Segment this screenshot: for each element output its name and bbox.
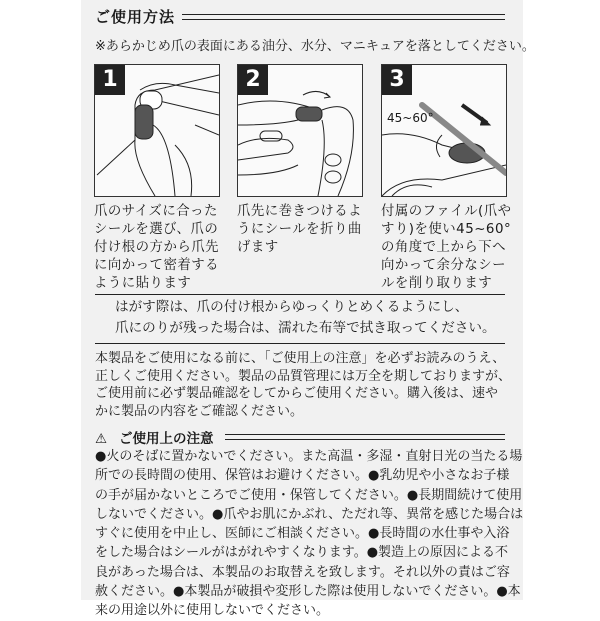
caution-line: 所での長時間の使用、保管はお避けください。●乳幼児や小さなお子様 [95, 468, 510, 484]
caution-line: 来の用途以外に使用しないでください。 [95, 603, 330, 619]
step-text-line: ルを削り取ります [381, 276, 493, 291]
removal-line: 爪にのりが残った場合は、濡れた布等で拭き取ってください。 [115, 320, 496, 336]
step-3-text [381, 203, 511, 293]
caution-heading [95, 427, 214, 447]
step-text-line: 爪先に巻きつけるよ [237, 204, 363, 219]
caution-double-rule [225, 434, 505, 440]
caution-line: の手が届かないところでご使用・保管してください。●長期間続けて使用 [95, 487, 523, 503]
intro-paragraph [95, 350, 511, 420]
caution-line: をした場合はシールがはがれやすくなります。●製造上の原因による不 [95, 545, 509, 561]
step-text-line: 爪のサイズに合った [94, 204, 218, 219]
step-2-text [237, 203, 362, 257]
preparation-note: ※あらかじめ爪の表面にある油分、水分、マニキュアを落としてください。 [95, 39, 535, 54]
removal-line: はがす際は、爪の付け根からゆっくりとめくるようにし、 [115, 299, 469, 315]
caution-text [95, 447, 523, 621]
divider [95, 343, 505, 344]
intro-line: かに製品の内容をご確認ください。 [95, 403, 304, 419]
usage-heading: ご使用方法 [95, 8, 176, 26]
angle-label: 45~60° [387, 111, 434, 125]
warning-triangle-icon: ⚠ [95, 431, 108, 447]
caution-line: 良があった場合は、本製品のお取替えを致します。それ以外の責はご容 [95, 564, 510, 580]
step-text-line: の角度で上から下へ [381, 240, 507, 255]
step-text-line: 付け根の方から爪先 [94, 240, 220, 255]
step-text-line: うにシールを折り曲 [237, 222, 362, 237]
heading-double-rule [182, 14, 505, 20]
step-number-badge: 3 [382, 65, 412, 95]
intro-line: 正しくご使用ください。製品の品質管理には万全を期しておりますが、 [95, 368, 512, 384]
step-text-line: 向かって余分なシー [381, 258, 507, 273]
step-2-illustration [237, 64, 363, 197]
caution-title: ご使用上の注意 [119, 431, 214, 447]
step-text-line: シールを選び、爪の [94, 222, 219, 237]
divider [95, 294, 505, 295]
caution-line: すぐに使用を中止し、医師にご相談ください。●長時間の水仕事や入浴 [95, 526, 510, 542]
step-number-badge: 2 [238, 65, 268, 95]
step-text-line: に向かって密着する [94, 258, 220, 273]
step-text-line: すり)を使い45~60° [381, 222, 512, 237]
caution-line: ●火のそばに置かないでください。また高温・多湿・直射日光の当たる場 [95, 449, 523, 464]
removal-instructions [115, 297, 496, 339]
step-number-badge: 1 [95, 65, 125, 95]
step-text-line: ように貼ります [94, 276, 192, 291]
step-1-illustration [94, 64, 220, 197]
step-3-illustration [381, 64, 507, 197]
step-text-line: 付属のファイル(爪や [381, 204, 512, 219]
step-1-text [94, 203, 219, 293]
step-text-line: げます [237, 240, 279, 255]
intro-line: 本製品をご使用になる前に、「ご使用上の注意」を必ずお読みのうえ、 [95, 351, 506, 366]
caution-line: しないでください。●爪やお肌にかぶれ、ただれ等、異常を感じた場合は [95, 506, 524, 522]
intro-line: ご使用前に必ず製品確認をしてからご使用ください。購入後は、速や [95, 386, 499, 401]
caution-line: 赦ください。●本製品が破損や変形した際は使用しないでください。●本 [95, 584, 521, 600]
